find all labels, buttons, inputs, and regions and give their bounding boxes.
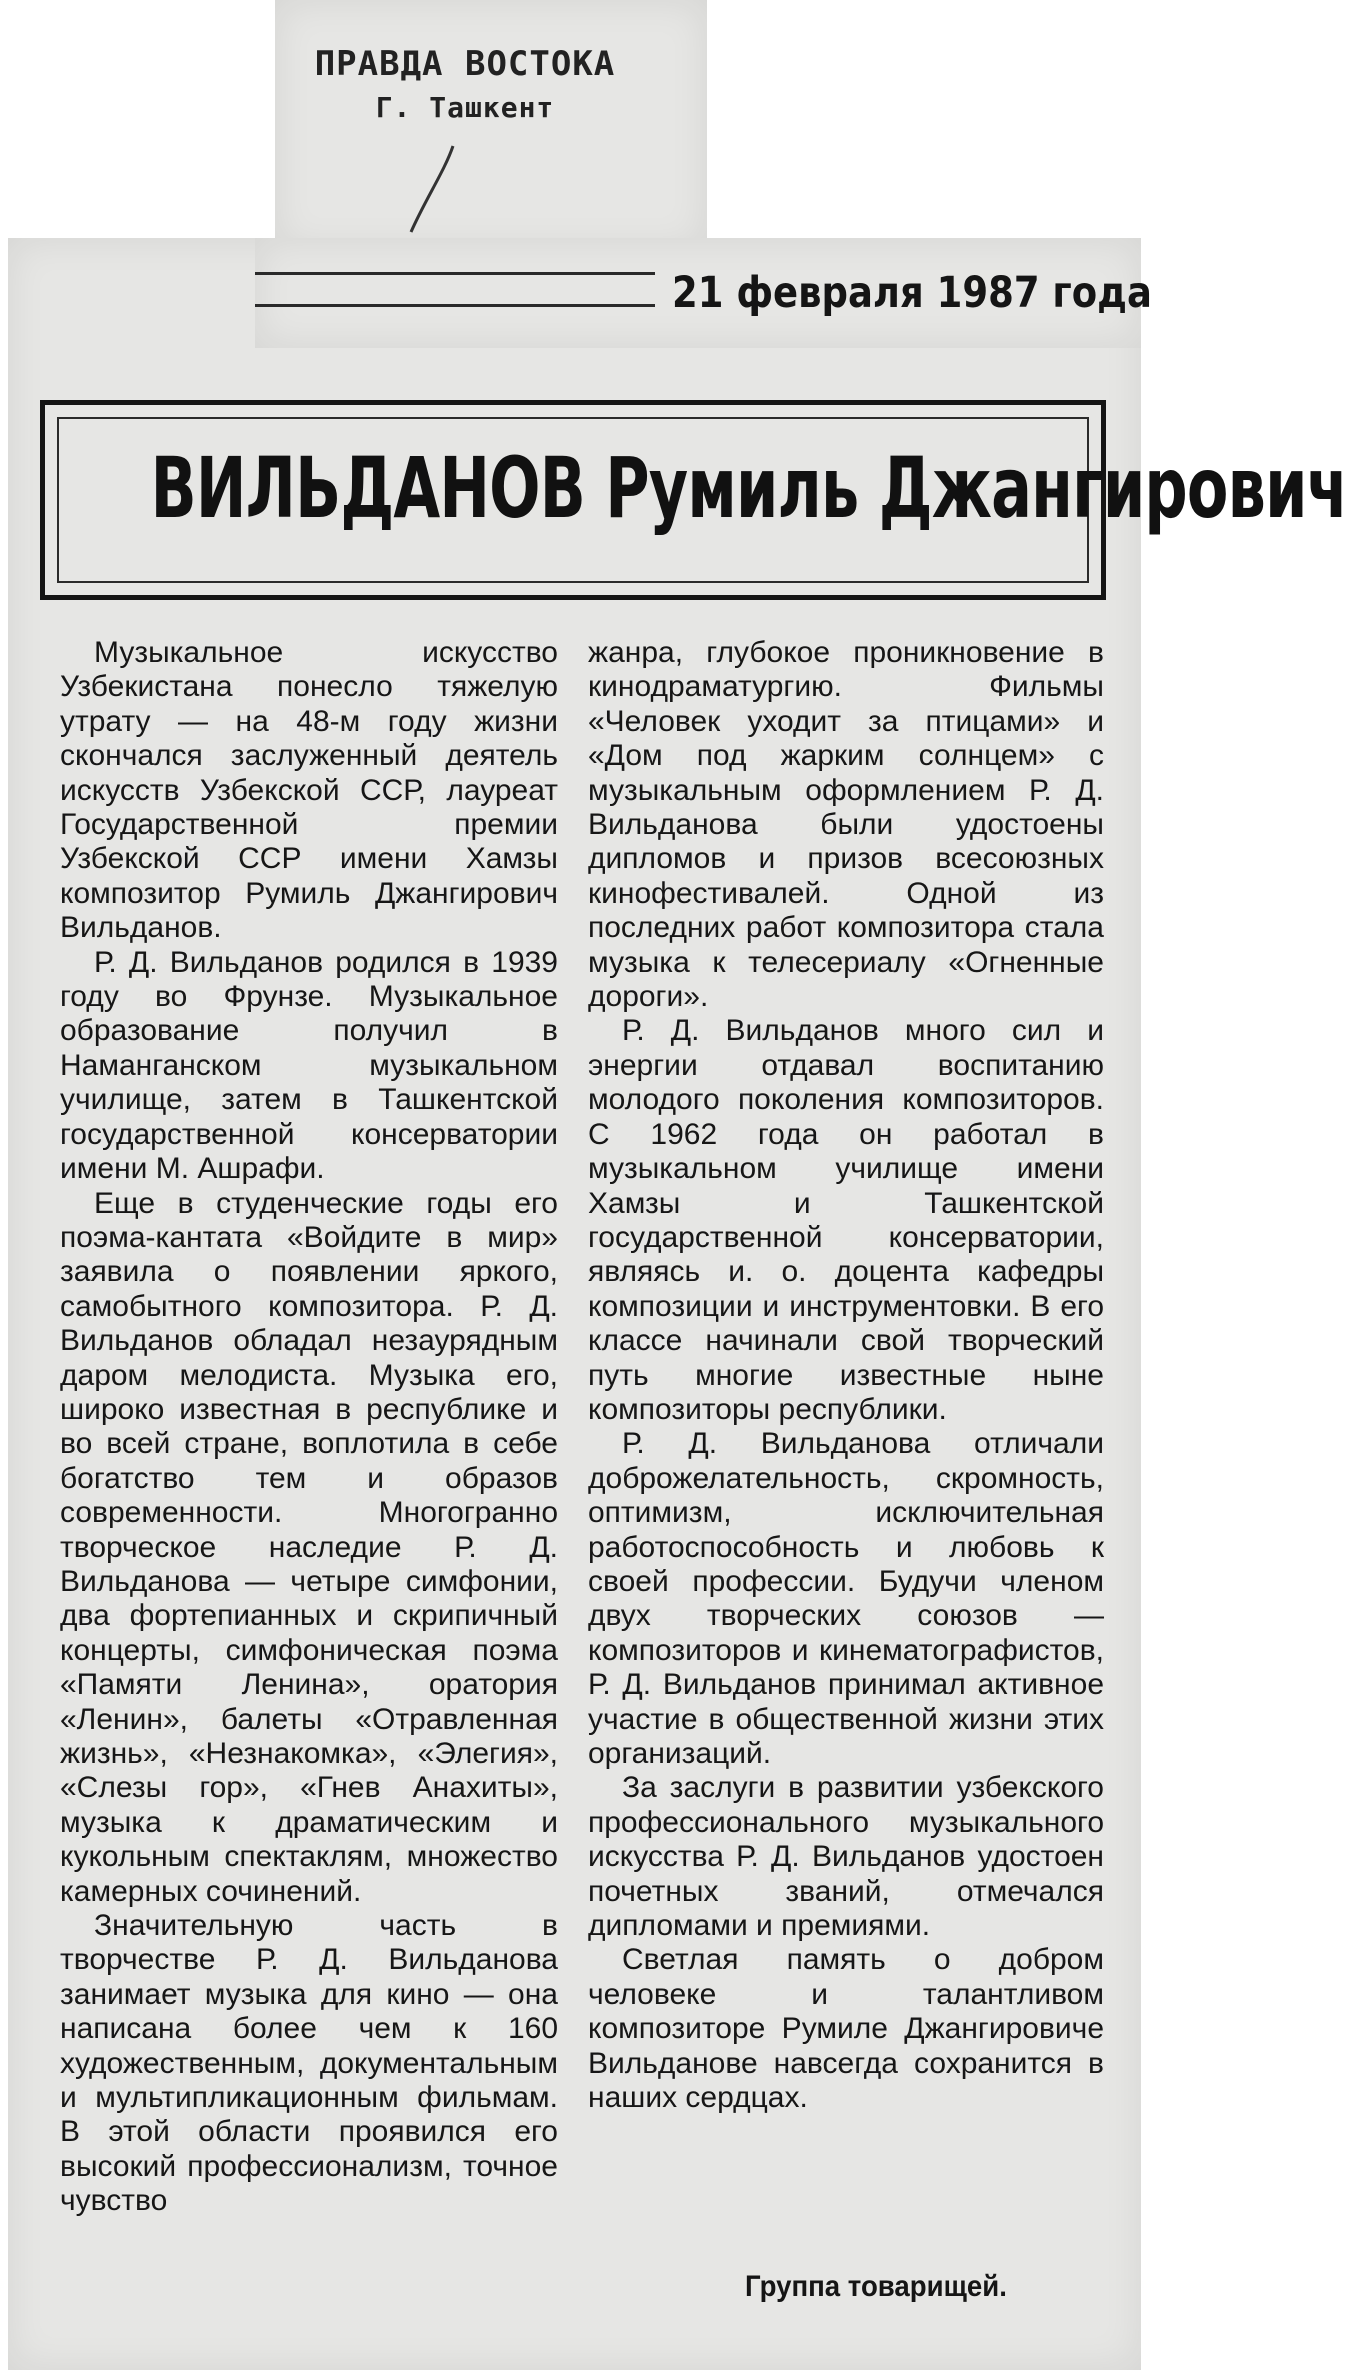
pen-stroke-mark <box>405 140 465 240</box>
stamp-newspaper-name: ПРАВДА ВОСТОКА <box>314 44 616 84</box>
stamp-city: Г. Ташкент <box>375 91 555 124</box>
dateline-rule-top <box>255 272 655 275</box>
paragraph-3: Еще в студенческие годы его поэма-кантата «Войдите в мир» заявила о появлении яркого, самобытного композитора. Р. Д. Вильданов обладал незаурядным даром мелодиста. Музыка его, широко известная в республике и во всей стране, воплотила в себе богатство тем и образов современности. Многогранно творческое наследие Р. Д. Вильданова — четыре симфонии, два фортепианных и скрипичный концерты, симфоническая поэма «Памяти Ленина», оратория «Ленин», балеты «Отравленная жизнь», «Незнакомка», «Элегия», «Слезы гор», «Гнев Анахиты», музыка к драматическим и кукольным спектаклям, множество камерных сочинений. <box>60 1186 558 1908</box>
article-column-right <box>588 636 1104 2115</box>
paragraph-4-continuation: жанра, глубокое проникновение в кинодраматургию. Фильмы «Человек уходит за птицами» и «Дом под жарким солнцем» с музыкальным оформлением Р. Д. Вильданова были удостоены дипломов и призов всесоюзных кинофестивалей. Одной из последних работ композитора стала музыка к телесериалу «Огненные дороги». <box>588 636 1104 1014</box>
paragraph-4: Значительную часть в творчестве Р. Д. Вильданова занимает музыка для кино — она написана более чем к 160 художественным, документальным и мультипликационным фильмам. В этой области проявился его высокий профессионализм, точное чувство <box>60 1909 558 2218</box>
paragraph-5: Р. Д. Вильданов много сил и энергии отдавал воспитанию молодого поколения композиторов. С 1962 года он работал в музыкальном училище имени Хамзы и Ташкентской государственной консерватории, являясь и. о. доцента кафедры композиции и инструментовки. В его классе начинали свой творческий путь многие известные ныне композиторы республики. <box>588 1014 1104 1426</box>
publication-date: 21 февраля 1987 года <box>672 268 1152 318</box>
paragraph-7: За заслуги в развитии узбекского профессионального музыкального искусства Р. Д. Вильданов удостоен почетных званий, отмечался дипломами и премиями. <box>588 1771 1104 1943</box>
article-column-left <box>60 636 558 2219</box>
article-signature: Группа товарищей. <box>745 2270 1007 2303</box>
paragraph-1: Музыкальное искусство Узбекистана понесло тяжелую утрату — на 48-м году жизни скончался заслуженный деятель искусств Узбекской ССР, лауреат Государственной премии Узбекской ССР имени Хамзы композитор Румиль Джангирович Вильданов. <box>60 636 558 945</box>
newspaper-stamp <box>300 40 630 128</box>
paragraph-8: Светлая память о добром человеке и талантливом композиторе Румиле Джангировиче Вильданове навсегда сохранится в наших сердцах. <box>588 1943 1104 2115</box>
paragraph-6: Р. Д. Вильданова отличали доброжелательность, скромность, оптимизм, исключительная работоспособность и любовь к своей профессии. Будучи членом двух творческих союзов — композиторов и кинематографистов, Р. Д. Вильданов принимал активное участие в общественной жизни этих организаций. <box>588 1427 1104 1770</box>
paragraph-2: Р. Д. Вильданов родился в 1939 году во Фрунзе. Музыкальное образование получил в Наманганском музыкальном училище, затем в Ташкентской государственной консерватории имени М. Ашрафи. <box>60 945 558 1186</box>
article-title: ВИЛЬДАНОВ Румиль Джангирович <box>150 439 1347 537</box>
title-frame <box>40 400 1347 600</box>
dateline-rule-bottom <box>255 304 655 307</box>
